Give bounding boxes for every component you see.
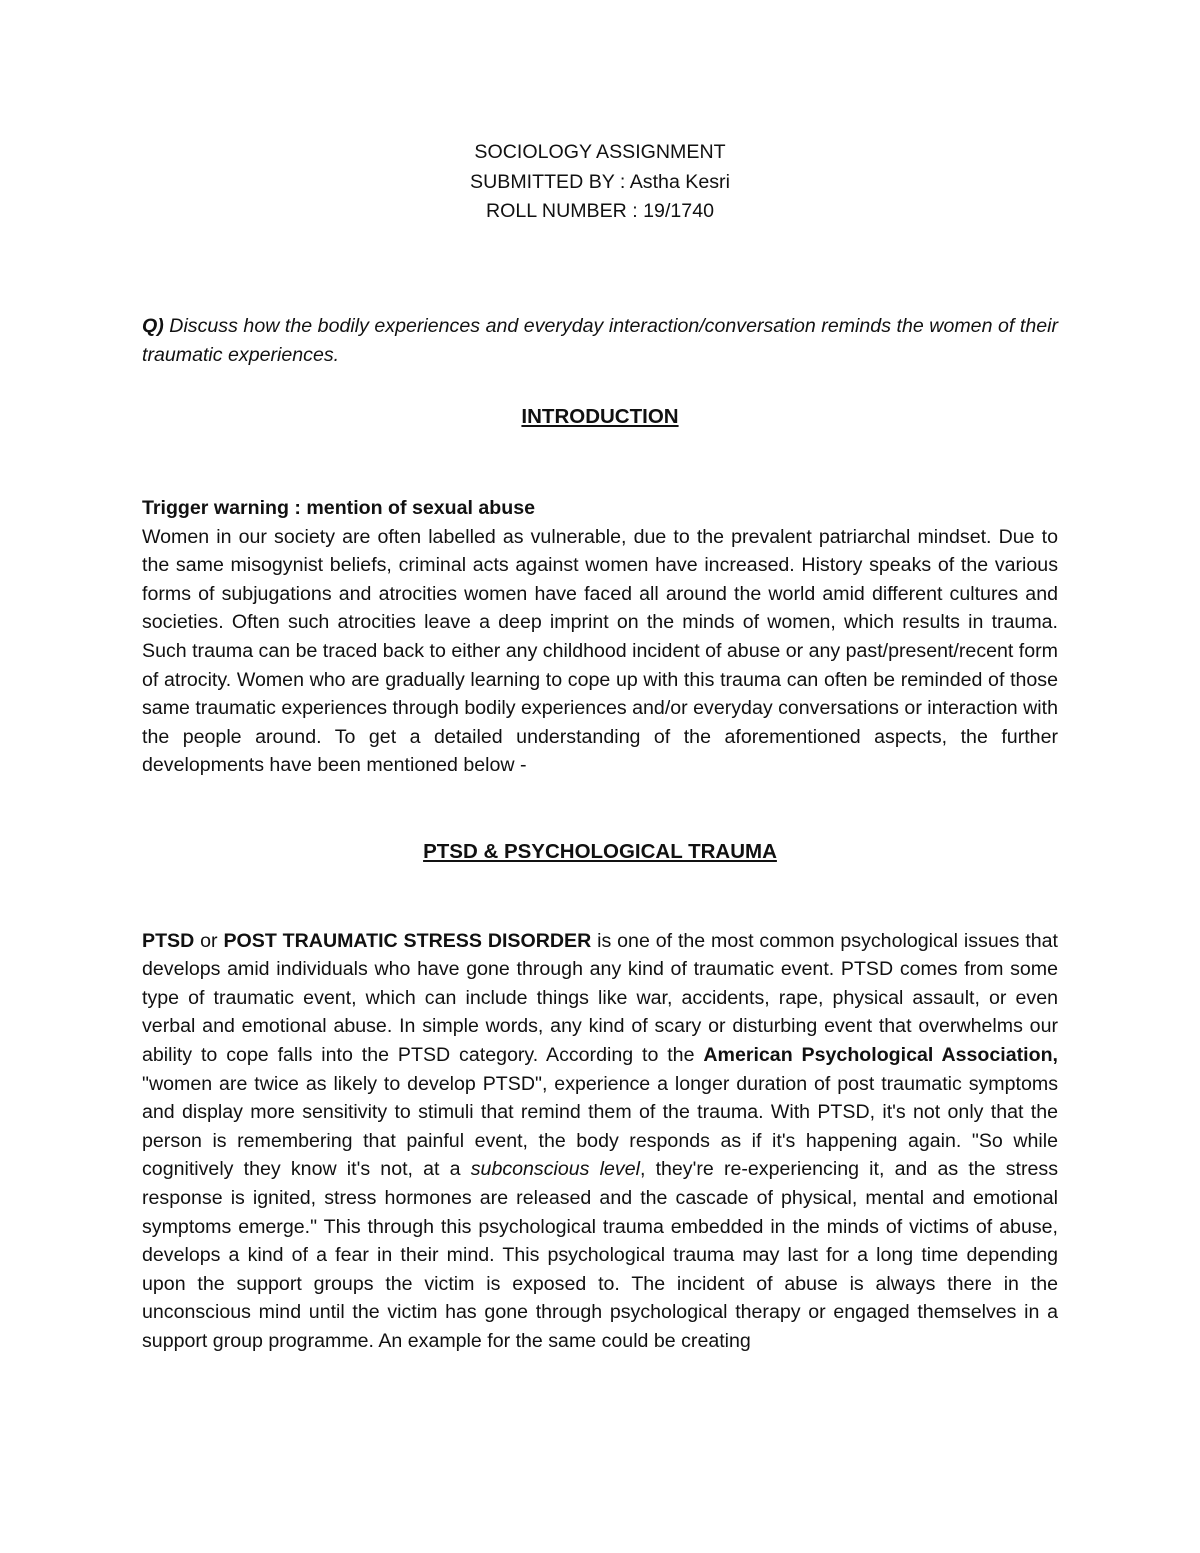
assignment-title: SOCIOLOGY ASSIGNMENT	[474, 141, 726, 163]
question-marker: Q)	[142, 314, 164, 337]
ptsd-paragraph	[142, 927, 1058, 1356]
ptsd-heading: PTSD & PSYCHOLOGICAL TRAUMA	[423, 840, 777, 864]
ptsd-text-3: , they're re-experiencing it, and as the stress response is ignited, stress hormones are released and the cascade of physical, mental and emotional symptoms emerge." This through this psychological trauma embedded in the minds of victims of abuse, develops a kind of a fear in their mind. This psychological trauma may last for a long time depending upon the support groups the victim is exposed to. The incident of abuse is always there in the unconscious mind until the victim has gone through psychological therapy or engaged themselves in a support group programme. An example for the same could be creating	[142, 1158, 1058, 1352]
apa-organization: American Psychological Association,	[703, 1044, 1058, 1066]
roll-number: ROLL NUMBER : 19/1740	[486, 200, 714, 222]
trigger-warning: Trigger warning : mention of sexual abuse	[142, 497, 536, 520]
ptsd-connector: or	[194, 929, 224, 952]
introduction-paragraph: Women in our society are often labelled as vulnerable, due to the prevalent patriarchal mindset. Due to the same misogynist beliefs, criminal acts against women have increased. History speaks of the various forms of subjugations and atrocities women have faced all around the world amid different cultures and societies. Often such atrocities leave a deep imprint on the minds of women, which results in trauma. Such trauma can be traced back to either any childhood incident of abuse or any past/present/recent form of atrocity. Women who are gradually learning to cope up with this trauma can often be reminded of those same traumatic experiences through bodily experiences and/or everyday conversations or interaction with the people around. To get a detailed understanding of the aforementioned aspects, the further developments have been mentioned below -	[142, 525, 1058, 777]
question-paragraph	[142, 312, 1058, 370]
ptsd-text-1: is one of the most common psychological issues that develops amid individuals who have gone through any kind of traumatic event. PTSD comes from some type of traumatic event, which can include things like war, accidents, rape, physical assault, or even verbal and emotional abuse. In simple words, any kind of scary or disturbing event that overwhelms our ability to cope falls into the PTSD category. According to the	[142, 929, 1059, 1066]
subconscious-level-phrase: subconscious level	[470, 1158, 640, 1181]
document-header	[142, 138, 1058, 227]
submitted-by: SUBMITTED BY : Astha Kesri	[470, 170, 730, 193]
ptsd-term-short: PTSD	[142, 929, 195, 952]
ptsd-text-2: "women are twice as likely to develop PTSD", experience a longer duration of post traumatic symptoms and display more sensitivity to stimuli that remind them of the trauma. With PTSD, it's not only that the person is remembering that painful event, the body responds as if it's happening again. "So while cognitively they know it's not, at a	[142, 1072, 1058, 1181]
ptsd-term-long: POST TRAUMATIC STRESS DISORDER	[223, 929, 592, 952]
introduction-heading: INTRODUCTION	[521, 404, 679, 428]
document-page	[142, 138, 1058, 1356]
question-text: Discuss how the bodily experiences and everyday interaction/conversation reminds the women of their traumatic experiences.	[142, 314, 1058, 366]
